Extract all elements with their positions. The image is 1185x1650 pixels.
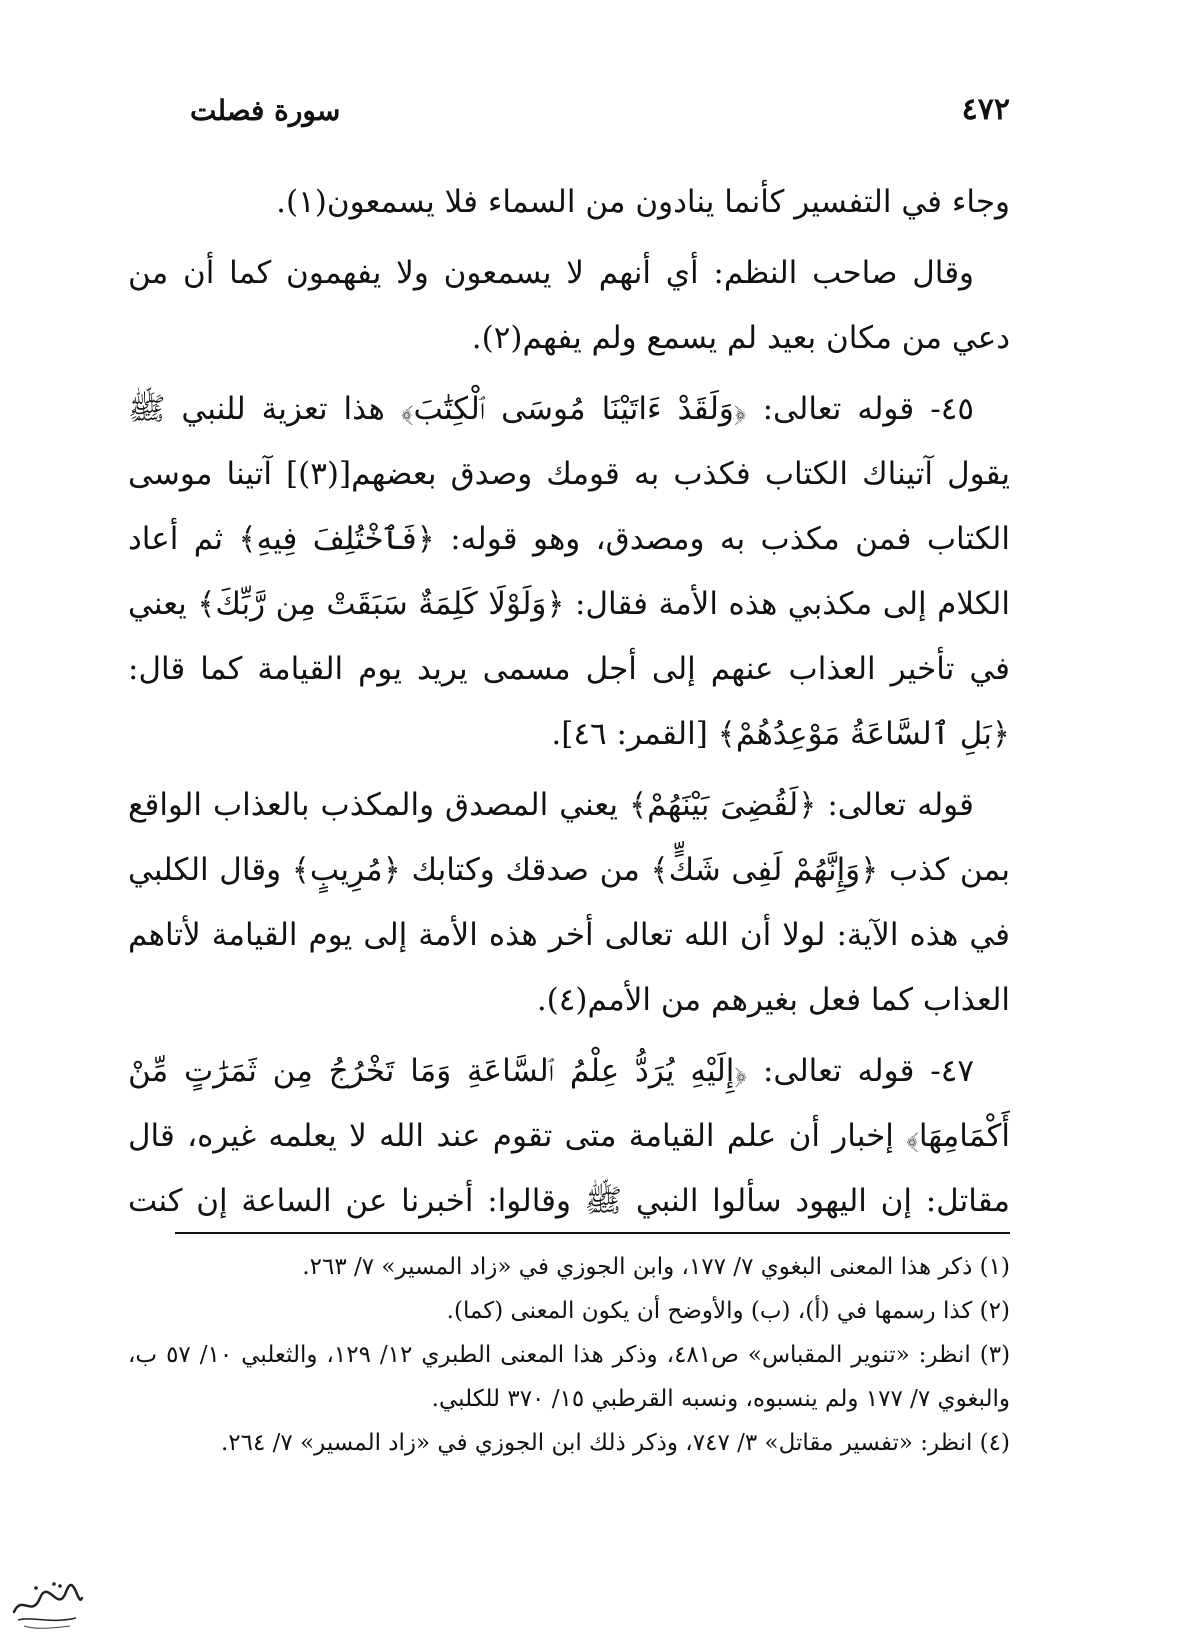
page-header xyxy=(190,92,1010,142)
main-text xyxy=(128,170,1010,1230)
footnote: (٢) كذا رسمها في (أ)، (ب) والأوضح أن يكون المعنى (كما). xyxy=(446,1298,1010,1324)
footnote: (٣) انظر: «تنوير المقباس» ص٤٨١، وذكر هذا المعنى الطبري ١٢/ ١٢٩، والثعلبي ١٠/ ٥٧ ب، والبغوي ٧/ ١٧٧ ولم ينسبوه، ونسبه القرطبي ١٥/ ٣٧٠ للكلبي. xyxy=(128,1342,1010,1412)
surah-title: سورة فصلت xyxy=(190,94,341,127)
paragraph: ٤٥- قوله تعالى: ﴿وَلَقَدْ ءَاتَيْنَا مُوسَى ٱلْكِتَٰبَ﴾ هذا تعزية للنبي ﷺ يقول آتيناك الكتاب فكذب به قومك وصدق بعضهم[(٣)] آتينا موسى الكتاب فمن مكذب به ومصدق، وهو قوله: ﴿فَٱخْتُلِفَ فِيهِ﴾ ثم أعاد الكلام إلى مكذبي هذه الأمة فقال: ﴿وَلَوْلَا كَلِمَةٌ سَبَقَتْ مِن رَّبِّكَ﴾ يعني في تأخير العذاب عنهم إلى أجل مسمى يريد يوم القيامة كما قال: ﴿بَلِ ٱلسَّاعَةُ مَوْعِدُهُمْ﴾ [القمر: ٤٦]. xyxy=(128,391,1010,752)
footnote: (٤) انظر: «تفسير مقاتل» ٣/ ٧٤٧، وذكر ذلك ابن الجوزي في «زاد المسير» ٧/ ٢٦٤. xyxy=(220,1430,1010,1456)
footnote: (١) ذكر هذا المعنى البغوي ٧/ ١٧٧، وابن الجوزي في «زاد المسير» ٧/ ٢٦٣. xyxy=(302,1254,1010,1280)
paragraph: وقال صاحب النظم: أي أنهم لا يسمعون ولا يفهمون كما أن من دعي من مكان بعيد لم يسمع ولم يفهم(٢). xyxy=(128,255,1010,356)
paragraph: قوله تعالى: ﴿لَقُضِىَ بَيْنَهُمْ﴾ يعني المصدق والمكذب بالعذاب الواقع بمن كذب ﴿وَإِنَّهُمْ لَفِى شَكٍّ﴾ من صدقك وكتابك ﴿مُرِيبٍ﴾ وقال الكلبي في هذه الآية: لولا أن الله تعالى أخر هذه الأمة إلى يوم القيامة لأتاهم العذاب كما فعل بغيرهم من الأمم(٤). xyxy=(128,787,1010,1018)
footnote-divider xyxy=(175,1232,1010,1234)
paragraph: وجاء في التفسير كأنما ينادون من السماء فلا يسمعون(١). xyxy=(276,184,1010,220)
footnotes xyxy=(128,1245,1010,1515)
library-seal-icon xyxy=(6,1568,86,1638)
page-number: ٤٧٢ xyxy=(961,92,1010,127)
paragraph: ٤٧- قوله تعالى: ﴿إِلَيْهِ يُرَدُّ عِلْمُ ٱلسَّاعَةِ وَمَا تَخْرُجُ مِن ثَمَرَٰتٍ مِّنْ أَكْمَامِهَا﴾ إخبار أن علم القيامة متى تقوم عند الله لا يعلمه غيره، قال مقاتل: إن اليهود سألوا النبي ﷺ وقالوا: أخبرنا عن الساعة إن كنت xyxy=(128,1053,1010,1219)
